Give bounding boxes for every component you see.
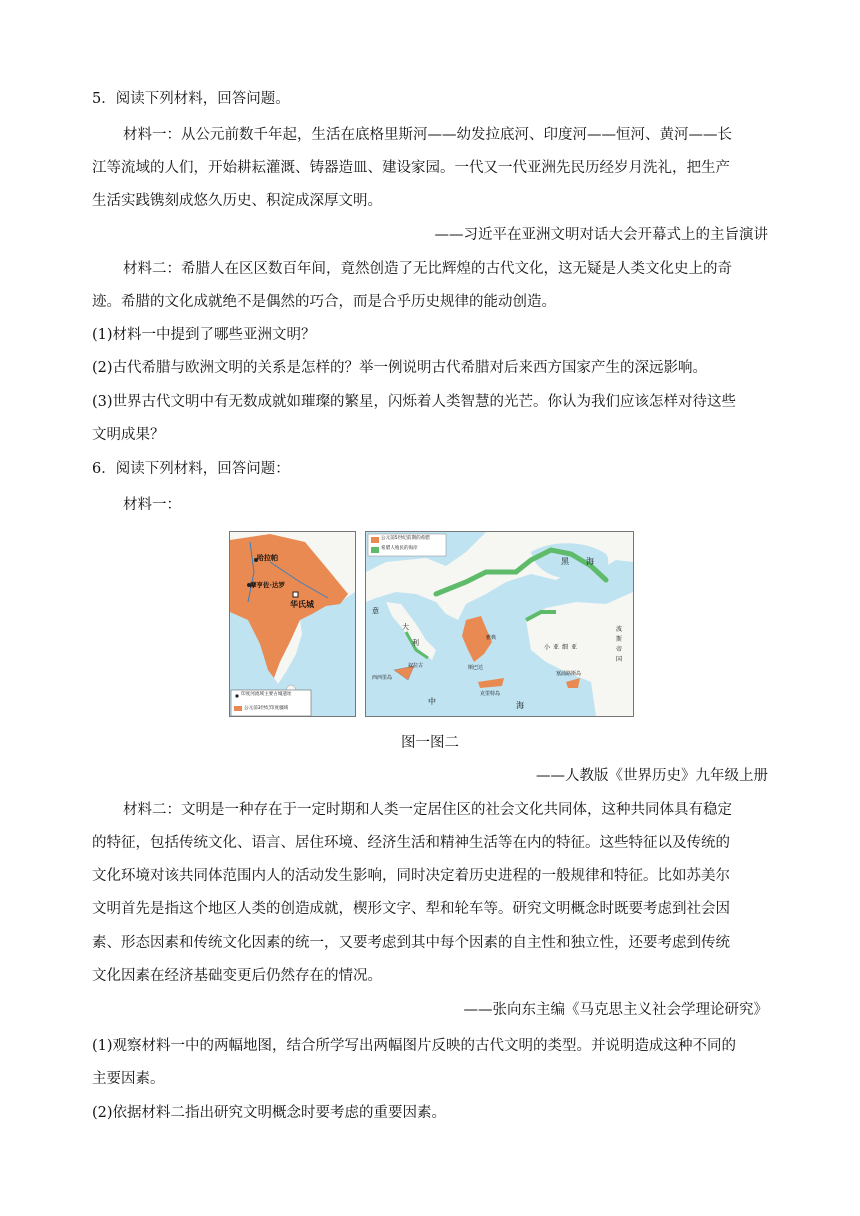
map-label-syracuse: 叙拉古 xyxy=(408,663,424,669)
map-label-persia-4: 国 xyxy=(616,656,623,663)
map-label-harappa: 哈拉帕 xyxy=(257,554,278,562)
map-label-italy-1: 意 xyxy=(372,607,379,615)
map2-legend-greece: 公元前5世纪前期的希腊 xyxy=(381,536,430,541)
q5-sub-question-2: (2)古代希腊与欧洲文明的关系是怎样的？举一例说明古代希腊对后来西方国家产生的深远影响。 xyxy=(92,360,708,376)
q6-sub-question-2: (2)依据材料二指出研究文明概念时要考虑的重要因素。 xyxy=(92,1105,447,1121)
map-label-mediterranean-2: 海 xyxy=(516,701,524,710)
map-label-asia-minor-1: 小 xyxy=(544,644,551,651)
map-label-persia-2: 斯 xyxy=(616,636,623,643)
map-label-asia-minor-2: 亚 xyxy=(553,644,560,651)
q6-material-2-line: 材料二：文明是一种存在于一定时期和人类一定居住区的社会文化共同体，这种共同体具有稳定 xyxy=(123,802,732,818)
q5-sub-question-3-line: 文明成果？ xyxy=(92,427,165,443)
q6-material-1-label: 材料一： xyxy=(123,497,181,513)
q5-material-1-source: ——习近平在亚洲文明对话大会开幕式上的主旨演讲 xyxy=(434,227,768,243)
question-6-title: 6．阅读下列材料，回答问题： xyxy=(92,461,290,477)
map-label-sicily: 西西里岛 xyxy=(372,675,393,681)
map-label-asia-minor-4: 亚 xyxy=(571,644,578,651)
q5-material-2-line: 材料二：希腊人在区区数百年间，竟然创造了无比辉煌的古代文化，这无疑是人类文化史上的奇 xyxy=(123,261,732,277)
map1-legend-territory: 公元前3世纪印度疆域 xyxy=(244,706,289,711)
map2-legend-colonies: 希腊人殖民的海岸 xyxy=(381,546,418,551)
q5-sub-question-3-line: (3)世界古代文明中有无数成就如璀璨的繁星，闪烁着人类智慧的光芒。你认为我们应该怎样对待这些 xyxy=(92,394,737,410)
q6-material-1-source: ——人教版《世界历史》九年级上册 xyxy=(536,768,768,784)
map-label-mediterranean-1: 中 xyxy=(428,697,436,706)
q6-material-2-line: 素、形态因素和传统文化因素的统一，又要考虑到其中每个因素的自主性和独立性，还要考虑到传统 xyxy=(92,935,730,951)
q5-sub-question-1: (1)材料一中提到了哪些亚洲文明？ xyxy=(92,327,316,343)
question-5-title: 5．阅读下列材料，回答问题。 xyxy=(92,91,290,107)
q6-sub-question-1-line: 主要因素。 xyxy=(92,1071,165,1087)
q5-material-1-line: 材料一：从公元前数千年起，生活在底格里斯河——幼发拉底河、印度河——恒河、黄河——长 xyxy=(123,127,732,143)
map-label-persia-3: 帝 xyxy=(616,646,623,653)
q5-material-2-line: 迹。希腊的文化成就绝不是偶然的巧合，而是合乎历史规律的能动创造。 xyxy=(92,294,556,310)
map-label-crete: 克里特岛 xyxy=(480,691,501,697)
map-label-mohenjo-daro: 摩亨佐·达罗 xyxy=(250,581,285,589)
q5-material-1-line: 江等流域的人们，开始耕耘灌溉、铸器造皿、建设家园。一代又一代亚洲先民历经岁月洗礼，把生产 xyxy=(92,160,730,176)
q6-material-2-line: 文化环境对该共同体范围内人的活动发生影响，同时决定着历史进程的一般规律和特征。比如苏美尔 xyxy=(92,868,730,884)
india-map-graphic xyxy=(230,532,355,716)
q6-sub-question-1-line: (1)观察材料一中的两幅地图，结合所学写出两幅图片反映的古代文明的类型。并说明造成这种不同的 xyxy=(92,1038,737,1054)
map-label-cyprus: 塞浦路斯岛 xyxy=(556,671,582,677)
map-figure xyxy=(229,531,634,717)
q6-material-2-source: ——张向东主编《马克思主义社会学理论研究》 xyxy=(463,1002,768,1018)
map-label-black: 黑 xyxy=(561,557,569,566)
q6-material-2-line: 文化因素在经济基础变更后仍然存在的情况。 xyxy=(92,968,382,984)
map-label-asia-minor-3: 细 xyxy=(562,644,569,651)
india-map xyxy=(229,531,356,717)
figure-caption: 图一图二 xyxy=(401,735,459,751)
q6-material-2-line: 文明首先是指这个地区人类的创造成就，楔形文字、犁和轮车等。研究文明概念时既要考虑到社会因 xyxy=(92,901,730,917)
map-label-sea: 海 xyxy=(586,557,594,566)
greece-map xyxy=(365,531,634,717)
map-label-italy-2: 大 xyxy=(402,623,409,631)
map-label-athens: 雅典 xyxy=(486,635,497,641)
map-label-pataliputra: 华氏城 xyxy=(290,600,314,609)
q6-material-2-line: 的特征，包括传统文化、语言、居住环境、经济生活和精神生活等在内的特征。这些特征以及传统的 xyxy=(92,835,730,851)
q5-material-1-line: 生活实践镌刻成悠久历史、积淀成深厚文明。 xyxy=(92,193,382,209)
map-label-italy-3: 利 xyxy=(412,639,419,647)
map-label-persia-1: 波 xyxy=(616,626,623,633)
map-label-sparta: 斯巴达 xyxy=(468,665,484,671)
map1-legend-cities: 印度河流域主要古城遗址 xyxy=(241,692,292,697)
